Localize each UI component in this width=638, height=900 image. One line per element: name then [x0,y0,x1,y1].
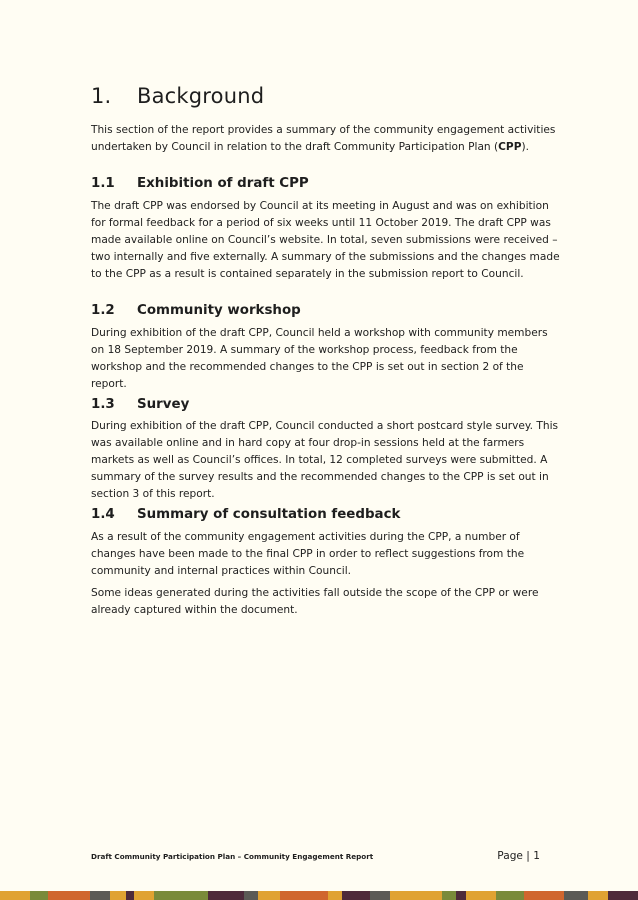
color-bar-segment [456,891,466,900]
section-heading-1-4 [91,507,400,522]
color-bar-segment [466,891,496,900]
footer-title: Draft Community Participation Plan – Community Engagement Report [91,852,374,861]
intro-bold: CPP [498,141,522,153]
color-bar-segment [90,891,110,900]
intro-paragraph [91,122,561,156]
section-heading-1-1 [91,176,309,191]
decorative-color-bar [0,891,638,900]
color-bar-segment [342,891,370,900]
section-heading-1-2 [91,303,301,318]
section-title: Community workshop [137,303,301,318]
color-bar-segment [0,891,30,900]
color-bar-segment [328,891,342,900]
intro-end: ). [521,141,529,153]
color-bar-segment [370,891,390,900]
color-bar-segment [608,891,638,900]
page-heading [91,84,264,108]
section-paragraph: During exhibition of the draft CPP, Council conducted a short postcard style survey. This was available online and in hard copy at four drop-in sessions held at the farmers markets as well as Council’s offices. In total, 12 completed surveys were submitted. A summary of the survey results and the recommended changes to the CPP is set out in section 3 of this report. [91,420,559,500]
color-bar-segment [280,891,328,900]
section-number: 1.3 [91,397,115,412]
section-paragraph: As a result of the community engagement activities during the CPP, a number of changes have been made to the final CPP in order to reflect suggestions from the community and internal practices within Council. [91,531,525,577]
section-number: 1.2 [91,303,115,318]
heading-number: 1. [91,84,112,108]
section-title: Survey [137,397,190,412]
page-number: Page | 1 [497,850,540,862]
color-bar-segment [30,891,48,900]
color-bar-segment [154,891,208,900]
color-bar-segment [110,891,126,900]
intro-text: This section of the report provides a summary of the community engagement activities undertaken by Council in relation to the draft Community Participation Plan ( [91,124,556,153]
color-bar-segment [126,891,134,900]
color-bar-segment [524,891,564,900]
color-bar-segment [244,891,258,900]
color-bar-segment [390,891,442,900]
color-bar-segment [48,891,90,900]
section-number: 1.4 [91,507,115,522]
section-title: Summary of consultation feedback [137,507,401,522]
heading-title: Background [137,84,265,108]
color-bar-segment [258,891,280,900]
color-bar-segment [208,891,244,900]
color-bar-segment [496,891,524,900]
section-title: Exhibition of draft CPP [137,176,309,191]
color-bar-segment [134,891,154,900]
section-paragraph: During exhibition of the draft CPP, Council held a workshop with community members on 18 September 2019. A summary of the workshop process, feedback from the workshop and the recommended changes to the CPP is set out in section 2 of the report. [91,327,548,390]
color-bar-segment [442,891,456,900]
section-paragraph: Some ideas generated during the activities fall outside the scope of the CPP or were already captured within the document. [91,587,539,616]
color-bar-segment [588,891,608,900]
section-paragraph: The draft CPP was endorsed by Council at its meeting in August and was on exhibition for formal feedback for a period of six weeks until 11 October 2019. The draft CPP was made available online on Council’s website. In total, seven submissions were received – two internally and five externally. A summary of the submissions and the changes made to the CPP as a result is contained separately in the submission report to Council. [91,200,560,280]
color-bar-segment [564,891,588,900]
section-number: 1.1 [91,176,115,191]
section-heading-1-3 [91,397,189,412]
